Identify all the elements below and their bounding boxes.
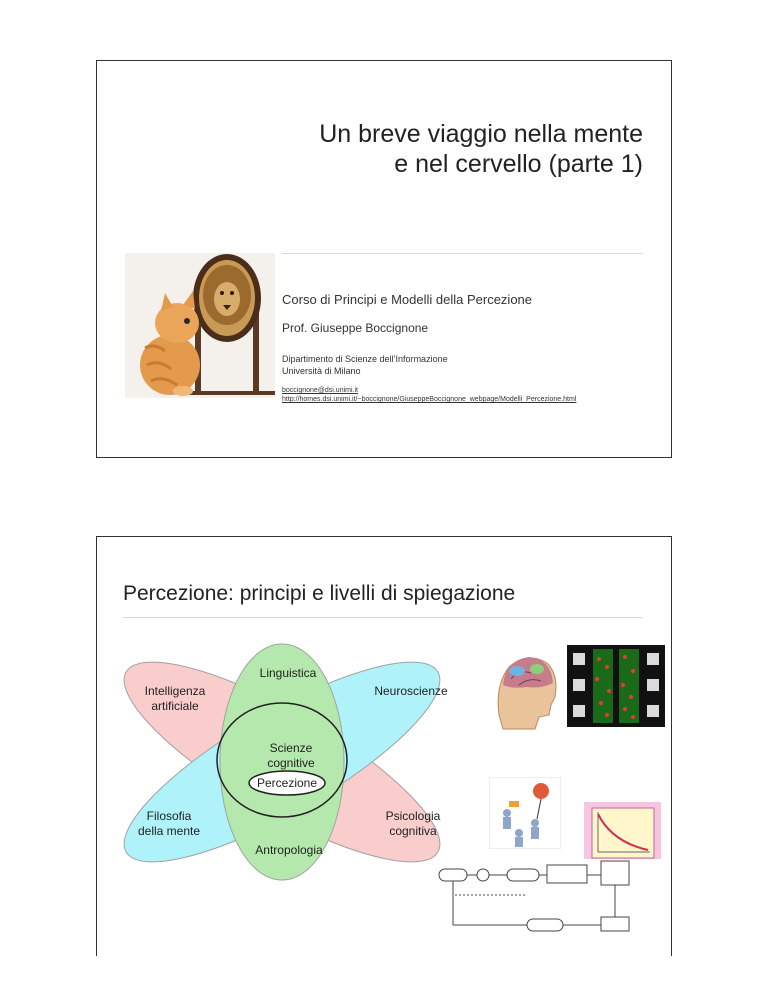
label-filosofia-1: Filosofia bbox=[146, 809, 192, 823]
slide-1-title bbox=[319, 119, 643, 179]
neural-scan-image bbox=[567, 645, 665, 727]
brain-head-image bbox=[489, 645, 565, 731]
university-name: Università di Milano bbox=[282, 366, 361, 376]
label-psicologia-1: Psicologia bbox=[385, 809, 441, 823]
cat-mirror-lion-image bbox=[125, 253, 275, 398]
label-scienze-1: Scienze bbox=[269, 741, 313, 755]
label-ia-1: Intelligenza bbox=[144, 684, 206, 698]
label-antropologia: Antropologia bbox=[255, 843, 323, 857]
professor-name: Prof. Giuseppe Boccignone bbox=[282, 321, 429, 335]
label-percezione: Percezione bbox=[256, 776, 318, 790]
title-line-1: Un breve viaggio nella mente bbox=[319, 120, 643, 148]
label-filosofia-2: della mente bbox=[137, 824, 201, 838]
department-name: Dipartimento di Scienze dell’Informazione bbox=[282, 354, 448, 364]
slide-1 bbox=[96, 60, 672, 458]
title-divider bbox=[282, 253, 643, 254]
title-line-2: e nel cervello (parte 1) bbox=[394, 150, 643, 178]
course-name: Corso di Principi e Modelli della Percezione bbox=[282, 292, 533, 307]
label-scienze-2: cognitive bbox=[267, 756, 315, 770]
label-ia-2: artificiale bbox=[151, 699, 199, 713]
slide-2-title: Percezione: principi e livelli di spiegazione bbox=[123, 582, 516, 605]
label-linguistica: Linguistica bbox=[259, 666, 317, 680]
venn-diagram bbox=[97, 617, 477, 957]
slide-2 bbox=[96, 536, 672, 956]
flow-diagram-image bbox=[435, 859, 665, 957]
email-link[interactable]: boccignone@dsi.unimi.it bbox=[282, 387, 358, 394]
label-neuroscienze: Neuroscienze bbox=[374, 684, 448, 698]
curve-chart-image bbox=[584, 802, 661, 867]
cartoon-figures-image bbox=[489, 777, 561, 849]
course-url-link[interactable]: http://homes.dsi.unimi.it/~boccignone/GiuseppeBoccignone_webpage/Modelli_Percezione.html bbox=[282, 396, 577, 403]
department-info bbox=[282, 353, 448, 377]
label-psicologia-2: cognitiva bbox=[389, 824, 437, 838]
